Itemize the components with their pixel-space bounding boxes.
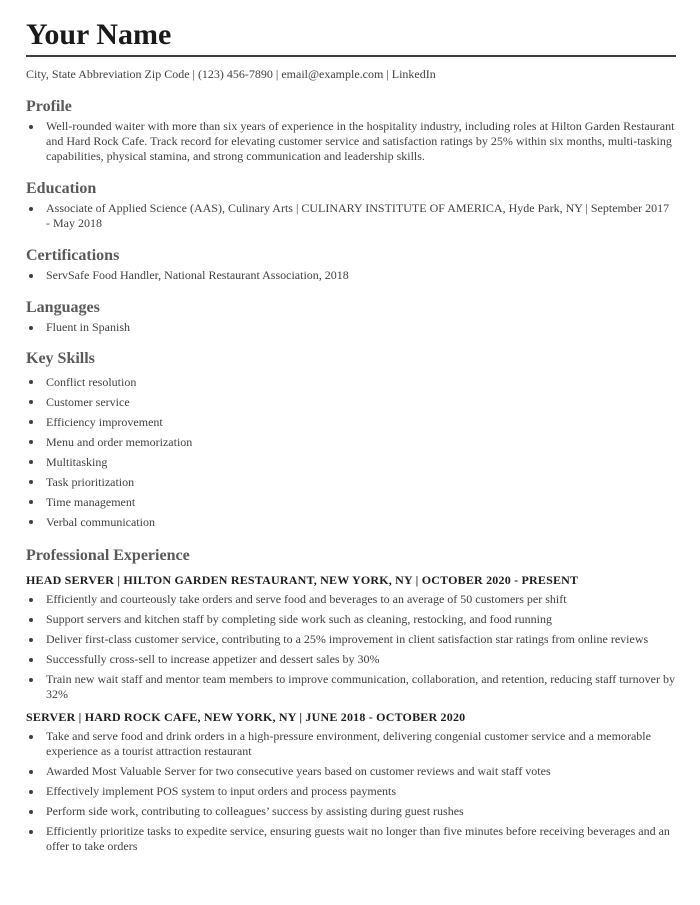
job-bullet: Support servers and kitchen staff by completing side work such as cleaning, restocking, and food running: [26, 612, 676, 627]
education-list: [26, 201, 676, 231]
skill-item: Conflict resolution: [26, 372, 676, 392]
job-bullet: Successfully cross-sell to increase appetizer and dessert sales by 30%: [26, 652, 676, 667]
section-title-languages: Languages: [26, 299, 100, 316]
job-bullets-server: [26, 729, 676, 854]
skill-item: Multitasking: [26, 452, 676, 472]
key-skills-list: [26, 372, 676, 532]
profile-item: Well-rounded waiter with more than six years of experience in the hospitality industry, including roles at Hilton Garden Restaurant and Hard Rock Cafe. Track record for elevating customer service and satisfaction ratings by 25% within six months, multi-tasking capabilities, physical stamina, and strong communication and leadership skills.: [26, 119, 676, 164]
language-item: Fluent in Spanish: [26, 320, 676, 335]
skill-item: Menu and order memorization: [26, 432, 676, 452]
job-bullet: Take and serve food and drink orders in a high-pressure environment, delivering congenial customer service and a memorable experience as a tourist attraction restaurant: [26, 729, 676, 759]
skill-item: Time management: [26, 492, 676, 512]
certifications-list: [26, 268, 676, 283]
profile-list: [26, 119, 676, 164]
languages-list: [26, 320, 676, 335]
job-heading-head-server: HEAD SERVER | HILTON GARDEN RESTAURANT, NEW YORK, NY | OCTOBER 2020 - PRESENT: [26, 573, 579, 587]
section-title-professional-experience: Professional Experience: [26, 547, 190, 564]
section-title-certifications: Certifications: [26, 247, 120, 264]
resume-name: Your Name: [26, 18, 676, 57]
job-bullet: Effectively implement POS system to input orders and process payments: [26, 784, 676, 799]
job-bullet: Train new wait staff and mentor team members to improve communication, collaboration, and retention, reducing staff turnover by 32%: [26, 672, 676, 702]
section-title-education: Education: [26, 180, 97, 197]
skill-item: Task prioritization: [26, 472, 676, 492]
certification-item: ServSafe Food Handler, National Restaurant Association, 2018: [26, 268, 676, 283]
job-bullets-head-server: [26, 592, 676, 702]
resume-page: [26, 18, 676, 859]
job-bullet: Awarded Most Valuable Server for two consecutive years based on customer reviews and wait staff votes: [26, 764, 676, 779]
skill-item: Efficiency improvement: [26, 412, 676, 432]
skill-item: Verbal communication: [26, 512, 676, 532]
skill-item: Customer service: [26, 392, 676, 412]
section-title-key-skills: Key Skills: [26, 350, 95, 367]
education-item: Associate of Applied Science (AAS), Culinary Arts | CULINARY INSTITUTE OF AMERICA, Hyde Park, NY | September 2017 - May 2018: [26, 201, 676, 231]
job-bullet: Efficiently and courteously take orders and serve food and beverages to an average of 50 customers per shift: [26, 592, 676, 607]
job-heading-server: SERVER | HARD ROCK CAFE, NEW YORK, NY | JUNE 2018 - OCTOBER 2020: [26, 710, 466, 724]
job-bullet: Perform side work, contributing to colleagues’ success by assisting during guest rushes: [26, 804, 676, 819]
section-title-profile: Profile: [26, 98, 72, 115]
job-bullet: Deliver first-class customer service, contributing to a 25% improvement in client satisfaction star ratings from online reviews: [26, 632, 676, 647]
job-bullet: Efficiently prioritize tasks to expedite service, ensuring guests wait no longer than five minutes before receiving beverages and an offer to take orders: [26, 824, 676, 854]
contact-line: City, State Abbreviation Zip Code | (123) 456-7890 | email@example.com | LinkedIn: [26, 67, 436, 81]
